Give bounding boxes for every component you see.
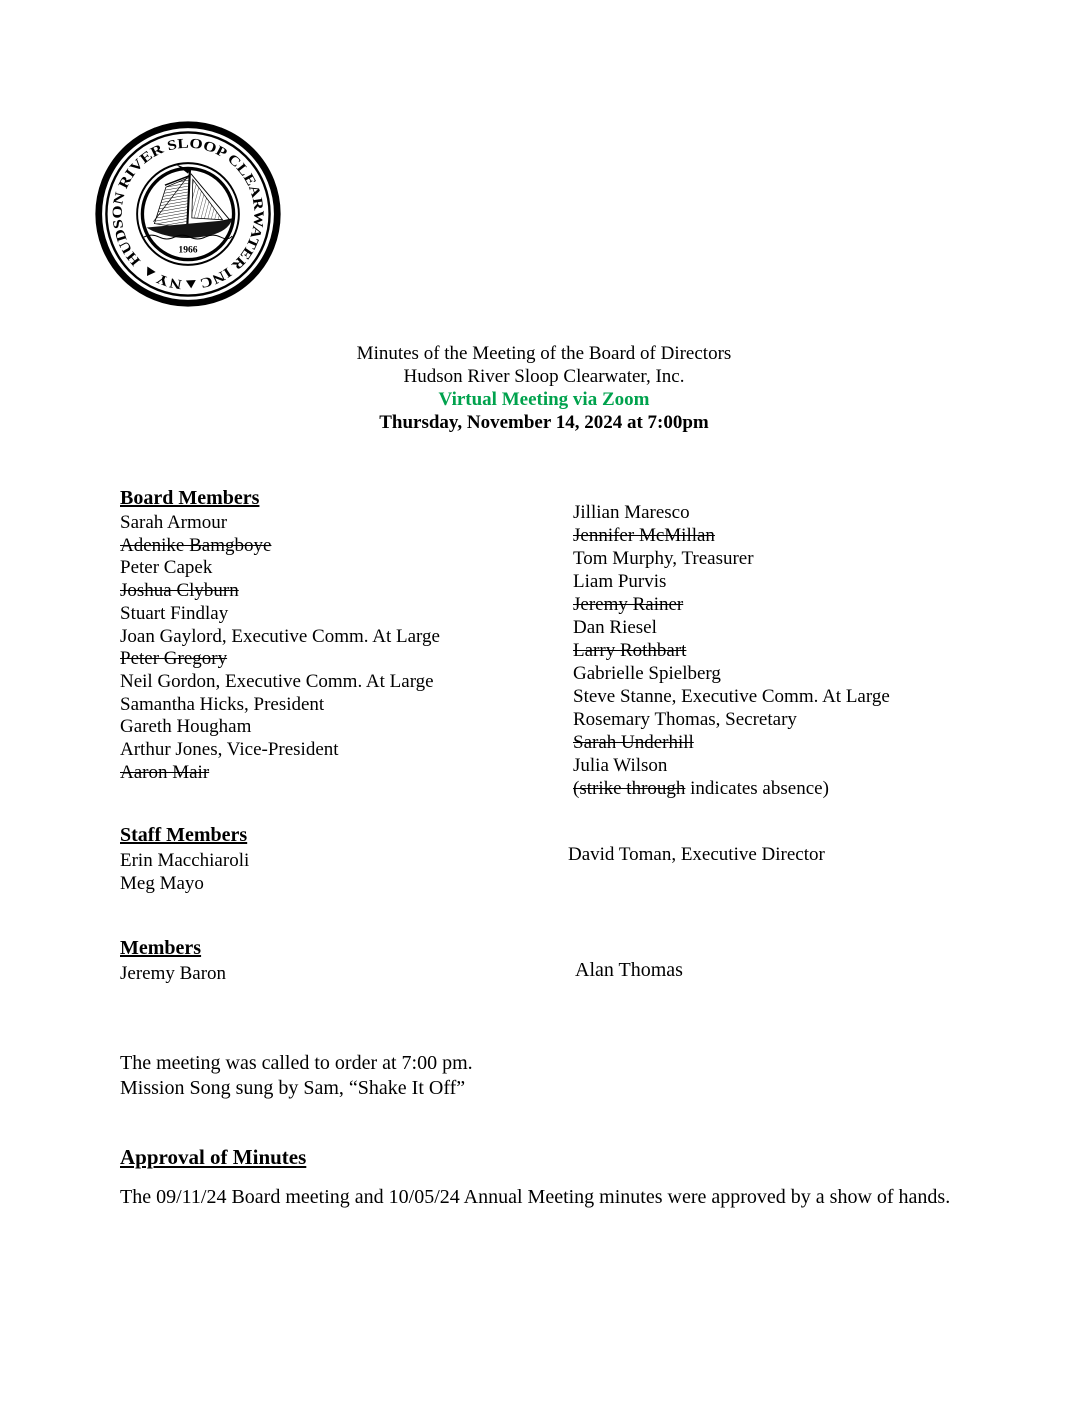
title-line-datetime: Thursday, November 14, 2024 at 7:00pm (379, 412, 709, 433)
title-line-organization: Hudson River Sloop Clearwater, Inc. (403, 366, 685, 387)
staff-member-name: Erin Macchiaroli (120, 850, 250, 871)
board-member-name: Neil Gordon, Executive Comm. At Large (120, 670, 434, 692)
board-member-name: Sarah Underhill (573, 732, 694, 753)
board-member-name: Peter Gregory (120, 648, 228, 670)
members-section (120, 937, 226, 985)
staff-members-section (120, 824, 249, 895)
board-member-name: Joshua Clyburn (120, 580, 239, 602)
board-member-name: Jillian Maresco (573, 502, 690, 523)
title-block (0, 342, 1088, 434)
board-member-name: Jennifer McMillan (573, 525, 715, 546)
board-member-name: Stuart Findlay (120, 602, 229, 624)
board-member-name: Aaron Mair (120, 761, 210, 783)
clearwater-seal-logo (92, 118, 284, 310)
board-members-right-list (573, 501, 890, 800)
approval-of-minutes-heading: Approval of Minutes (120, 1145, 307, 1169)
approval-of-minutes-text: The 09/11/24 Board meeting and 10/05/24 Annual Meeting minutes were approved by a show of hands. (120, 1186, 951, 1208)
board-member-name: Larry Rothbart (573, 640, 687, 661)
staff-members-list (120, 849, 249, 895)
board-member-name: Gareth Hougham (120, 716, 252, 738)
approval-of-minutes-section (120, 1145, 960, 1212)
meeting-opening-text (120, 1051, 473, 1100)
title-line-virtual-meeting: Virtual Meeting via Zoom (438, 389, 650, 410)
board-member-name: Joan Gaylord, Executive Comm. At Large (120, 625, 440, 647)
board-member-name: Julia Wilson (573, 755, 668, 776)
members-list (120, 962, 226, 985)
board-member-name: Arthur Jones, Vice-President (120, 739, 339, 761)
seal-year: 1966 (178, 244, 198, 256)
board-member-name: Jeremy Rainer (573, 594, 684, 615)
board-member-name: Liam Purvis (573, 571, 667, 592)
board-member-name: Samantha Hicks, President (120, 693, 325, 715)
board-members-heading: Board Members (120, 487, 260, 509)
board-member-name: Adenike Bamgboye (120, 534, 272, 556)
staff-member-name: Meg Mayo (120, 873, 204, 894)
call-to-order-line: The meeting was called to order at 7:00 pm. (120, 1052, 473, 1074)
members-heading: Members (120, 937, 202, 959)
board-members-left-column (120, 487, 440, 784)
board-members-left-list (120, 512, 440, 784)
title-line-minutes: Minutes of the Meeting of the Board of Directors (356, 343, 732, 364)
board-member-name: Dan Riesel (573, 617, 657, 638)
staff-members-heading: Staff Members (120, 824, 248, 846)
board-member-name: Gabrielle Spielberg (573, 663, 721, 684)
board-members-right-column (573, 501, 890, 800)
board-member-name: Rosemary Thomas, Secretary (573, 709, 797, 730)
seal-ring-text: HUDSON RIVER SLOOP CLEARWATER INC▲NY▲ (110, 136, 266, 292)
member-name-right: Alan Thomas (575, 959, 683, 981)
member-name: Jeremy Baron (120, 963, 227, 984)
board-member-name: Sarah Armour (120, 512, 228, 533)
board-member-name: Tom Murphy, Treasurer (573, 548, 754, 569)
mission-song-line: Mission Song sung by Sam, “Shake It Off” (120, 1076, 466, 1099)
executive-director-name: David Toman, Executive Director (568, 844, 825, 865)
board-member-name: (strike through indicates absence) (573, 778, 829, 799)
board-member-name: Steve Stanne, Executive Comm. At Large (573, 686, 890, 707)
board-member-name: Peter Capek (120, 557, 213, 579)
